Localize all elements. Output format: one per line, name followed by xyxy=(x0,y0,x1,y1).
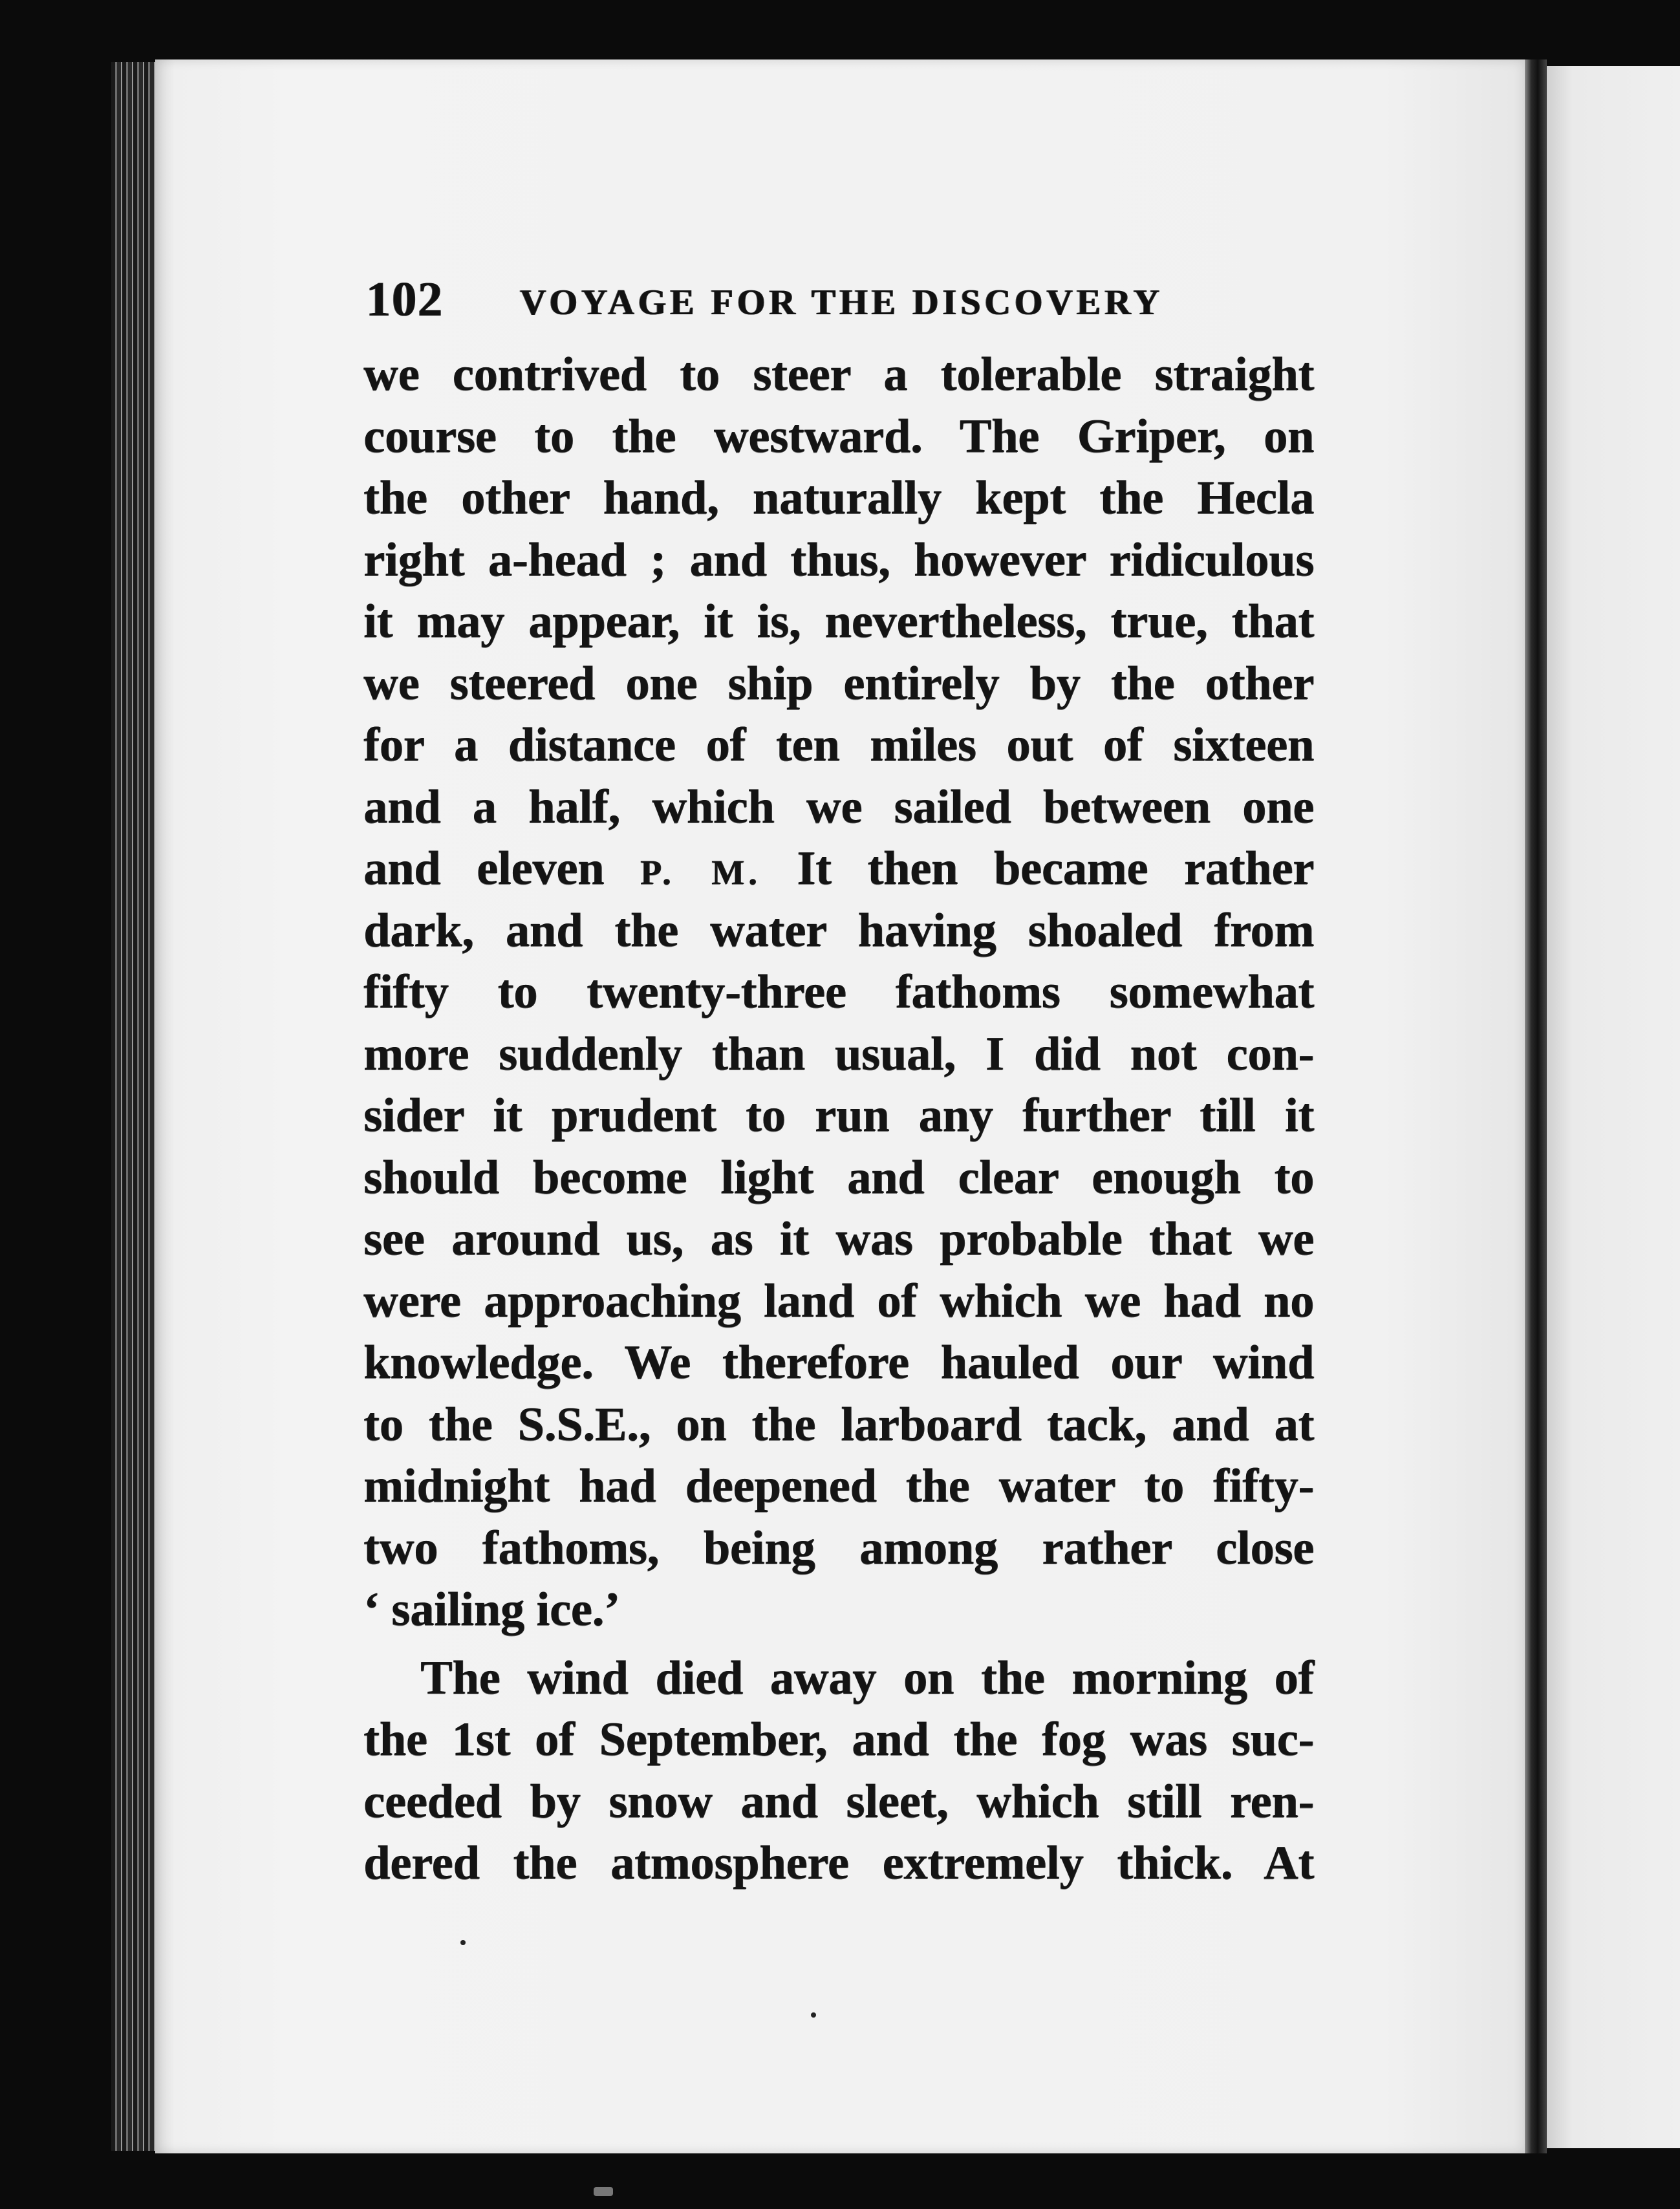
text-line: see around us, as it was probable that we xyxy=(363,1212,1314,1266)
text-line: ceeded by snow and sleet, which still ren- xyxy=(363,1774,1314,1828)
text-segment: It then became rather xyxy=(797,842,1315,895)
text-line: and a half, which we sailed between one xyxy=(363,780,1314,834)
text-line: were approaching land of which we had no xyxy=(363,1274,1314,1328)
ink-speck xyxy=(460,1940,466,1945)
text-line: the other hand, naturally kept the Hecla xyxy=(363,471,1314,524)
page-edges xyxy=(111,62,162,2151)
ink-speck xyxy=(811,2012,816,2018)
text-line: fifty to twenty-three fathoms somewhat xyxy=(363,965,1314,1018)
text-line: we contrived to steer a tolerable straight xyxy=(363,348,1314,401)
text-line: ‘ sailing ice.’ xyxy=(363,1583,620,1636)
running-title: VOYAGE FOR THE DISCOVERY xyxy=(520,283,1164,323)
scan-mark xyxy=(594,2187,613,2196)
running-head xyxy=(366,272,1317,330)
text-line: we steered one ship entirely by the other xyxy=(363,656,1314,710)
text-line: more suddenly than usual, I did not con- xyxy=(363,1027,1314,1081)
text-line: it may appear, it is, nevertheless, true, that xyxy=(363,595,1314,648)
facing-page-edge xyxy=(1547,66,1680,2148)
text-line: course to the westward. The Griper, on xyxy=(363,409,1314,463)
text-line: midnight had deepened the water to fifty- xyxy=(363,1460,1314,1513)
page-number: 102 xyxy=(366,272,444,327)
text-line: right a-head ; and thus, however ridiculous xyxy=(363,533,1314,587)
time-abbreviation: P. M. xyxy=(640,853,761,892)
text-line xyxy=(363,838,1314,900)
binding-gutter xyxy=(1525,59,1547,2153)
text-line: dered the atmosphere extremely thick. At xyxy=(363,1837,1314,1890)
paragraph-gap xyxy=(363,1641,1314,1648)
text-line: knowledge. We therefore hauled our wind xyxy=(363,1336,1314,1389)
text-line: two fathoms, being among rather close xyxy=(363,1521,1314,1575)
text-line: for a distance of ten miles out of sixteen xyxy=(363,718,1314,771)
text-segment: and eleven xyxy=(363,842,605,895)
text-line: should become light and clear enough to xyxy=(363,1150,1314,1204)
text-line: dark, and the water having shoaled from xyxy=(363,903,1314,957)
text-line: The wind died away on the morning of xyxy=(420,1651,1314,1705)
text-line: to the S.S.E., on the larboard tack, and at xyxy=(363,1397,1314,1451)
text-line: sider it prudent to run any further till it xyxy=(363,1089,1314,1142)
body-text xyxy=(363,344,1314,1895)
text-line: the 1st of September, and the fog was suc- xyxy=(363,1713,1314,1766)
